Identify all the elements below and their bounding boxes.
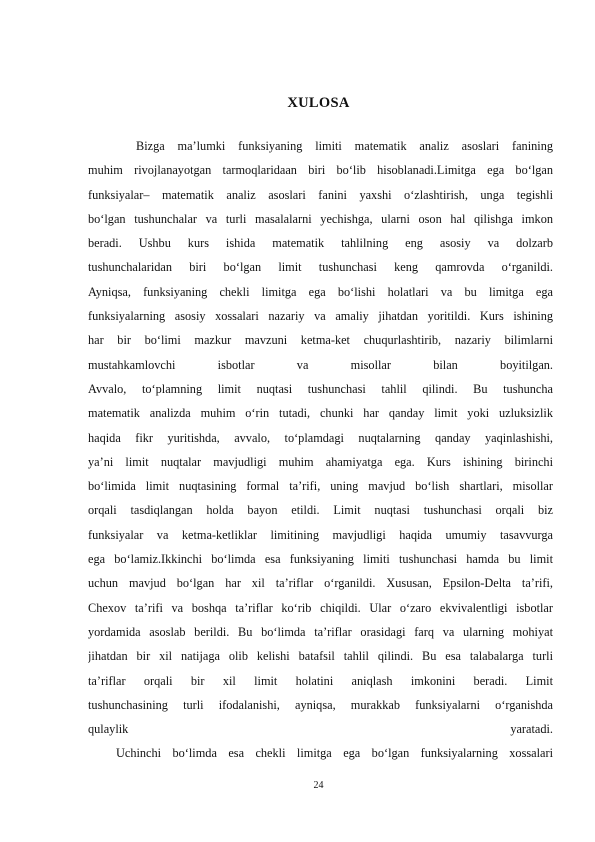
text-line: tushunchasining turli ifodalanishi, ayniqsa, murakkab funksiyalarni o‘rganishda: [88, 697, 553, 712]
text-line: mustahkamlovchi isbotlar va misollar bilan boyitilgan.: [88, 357, 553, 372]
text-line: Avvalo, to‘plamning limit nuqtasi tushunchasi tahlil qilindi. Bu tushuncha: [88, 381, 553, 396]
text-line: Chexov ta’rifi va boshqa ta’riflar ko‘rib chiqildi. Ular o‘zaro ekvivalentligi isbotlar: [88, 600, 553, 615]
text-line: matematik analizda muhim o‘rin tutadi, chunki har qanday limit yoki uzluksizlik: [88, 406, 553, 421]
text-line: jihatdan bir xil natijaga olib kelishi batafsil tahlil qilindi. Bu esa talabalarga turli: [88, 649, 553, 664]
page-title: XULOSA: [287, 95, 350, 111]
text-line: funksiyalarning asosiy xossalari nazariy va amaliy jihatdan yoritildi. Kurs ishining: [88, 309, 553, 324]
text-line: funksiyalar– matematik analiz asoslari fanini yaxshi o‘zlashtirish, unga tegishli: [88, 187, 553, 202]
text-line: bo‘limida limit nuqtasining formal ta’rifi, uning mavjud bo‘lish shartlari, misollar: [88, 479, 553, 494]
text-line: Ayniqsa, funksiyaning chekli limitga ega bo‘lishi holatlari va bu limitga ega: [88, 284, 553, 299]
text-line: bo‘lgan tushunchalar va turli masalalarni yechishga, ularni oson hal qilishga imkon: [88, 211, 553, 226]
text-line: uchun mavjud bo‘lgan har xil ta’riflar o‘rganildi. Xususan, Epsilon-Delta ta’rifi,: [88, 576, 553, 591]
text-line: funksiyalar va ketma-ketliklar limitining mavjudligi haqida umumiy tasavvurga: [88, 527, 553, 542]
text-line: muhim rivojlanayotgan tarmoqlaridaan biri bo‘lib hisoblanadi.Limitga ega bo‘lgan: [88, 163, 553, 178]
text-line: qulaylik yaratadi.: [88, 722, 553, 737]
text-line: ya’ni limit nuqtalar mavjudligi muhim ahamiyatga ega. Kurs ishining birinchi: [88, 454, 553, 469]
text-line: ta’riflar orqali bir xil limit holatini aniqlash imkonini beradi. Limit: [88, 673, 553, 688]
text-line: ega bo‘lamiz.Ikkinchi bo‘limda esa funksiyaning limiti tushunchasi hamda bu limit: [88, 552, 553, 567]
text-line: Bizga ma’lumki funksiyaning limiti matematik analiz asoslari fanining: [136, 139, 553, 153]
text-line: beradi. Ushbu kurs ishida matematik tahlilning eng asosiy va dolzarb: [88, 236, 553, 251]
text-line: tushunchalaridan biri bo‘lgan limit tushunchasi keng qamrovda o‘rganildi.: [88, 260, 553, 275]
text-line: har bir bo‘limi mazkur mavzuni ketma-ket chuqurlashtirib, nazariy bilimlarni: [88, 333, 553, 348]
body-text: [88, 134, 553, 766]
text-line: yordamida asoslab berildi. Bu bo‘limda ta’riflar orasidagi farq va ularning mohiyat: [88, 624, 553, 639]
page-number: 24: [313, 780, 324, 791]
text-line: Uchinchi bo‘limda esa chekli limitga ega bo‘lgan funksiyalarning xossalari: [116, 746, 553, 761]
text-line: orqali tasdiqlangan holda bayon etildi. Limit nuqtasi tushunchasi orqali biz: [88, 503, 553, 518]
text-line: haqida fikr yuritishda, avvalo, to‘plamdagi nuqtalarning qanday yaqinlashishi,: [88, 430, 553, 445]
